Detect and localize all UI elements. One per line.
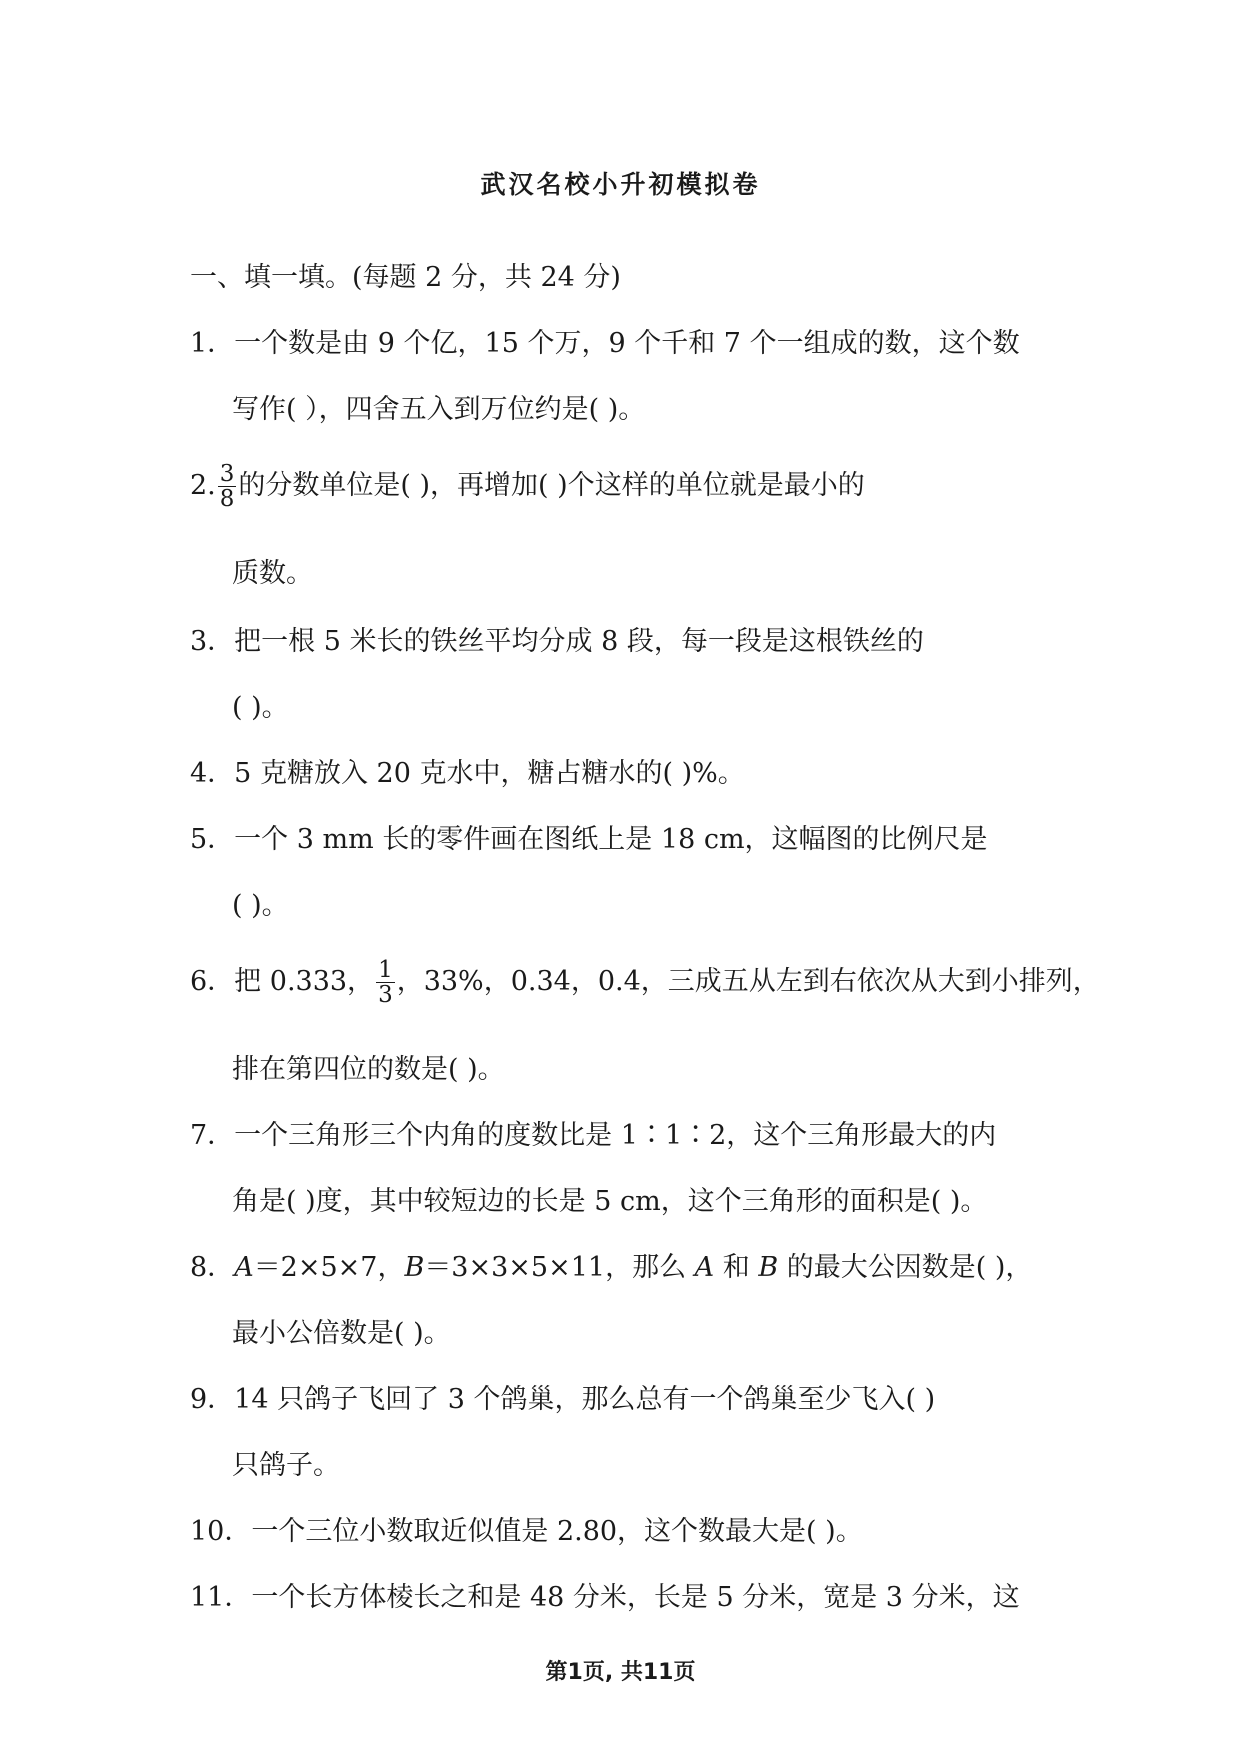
q6-pre: 6．把 0.333，: [190, 966, 375, 998]
page-footer: 第1页, 共11页: [545, 1660, 696, 1685]
fraction-denominator: 3: [378, 982, 393, 1009]
var-a-ref: A: [694, 1252, 715, 1283]
q8-line1: [190, 1254, 1032, 1281]
page-title: 武汉名校小升初模拟卷: [480, 170, 761, 199]
q2-line1: [190, 462, 865, 511]
q2-number: 2.: [190, 470, 216, 502]
var-b-ref: B: [758, 1252, 779, 1283]
q8-part2: ＝3×3×5×11，那么: [424, 1252, 695, 1283]
q3-line2: ( )。: [232, 692, 289, 723]
q5-line1: 5．一个 3 mm 长的零件画在图纸上是 18 cm，这幅图的比例尺是: [190, 824, 988, 855]
q7-line2: 角是( )度，其中较短边的长是 5 cm，这个三角形的面积是( )。: [232, 1186, 988, 1217]
q5-line2: ( )。: [232, 890, 289, 921]
q2-line2: 质数。: [232, 558, 313, 589]
q8-line2: 最小公倍数是( )。: [232, 1318, 451, 1349]
q9-line1: 9．14 只鸽子飞回了 3 个鸽巢，那么总有一个鸽巢至少飞入( ): [190, 1384, 936, 1415]
fraction-3-8: [218, 462, 237, 511]
q11-line1: 11．一个长方体棱长之和是 48 分米，长是 5 分米，宽是 3 分米，这: [190, 1582, 1020, 1613]
q1-line1: 1．一个数是由 9 个亿，15 个万，9 个千和 7 个一组成的数，这个数: [190, 328, 1020, 359]
q8-part1: ＝2×5×7，: [253, 1252, 405, 1283]
fraction-numerator: 3: [219, 461, 235, 487]
q8-number: 8．: [190, 1252, 235, 1283]
q10-line1: 10．一个三位小数取近似值是 2.80，这个数最大是( )。: [190, 1516, 863, 1547]
q6-line2: 排在第四位的数是( )。: [232, 1054, 505, 1085]
fraction-1-3: [376, 958, 395, 1007]
q4-line1: 4．5 克糖放入 20 克水中，糖占糖水的( )%。: [190, 758, 745, 789]
q1-line2: 写作( ），四舍五入到万位约是( )。: [232, 394, 646, 425]
q9-line2: 只鸽子。: [232, 1450, 340, 1481]
var-b: B: [404, 1252, 425, 1283]
fraction-denominator: 8: [219, 486, 235, 513]
q6-line1: [190, 958, 1100, 1007]
section-heading: 一、填一填。(每题 2 分，共 24 分): [190, 262, 621, 293]
fraction-numerator: 1: [378, 957, 393, 983]
q8-part4: 的最大公因数是( )，: [778, 1252, 1033, 1283]
q7-line1: 7．一个三角形三个内角的度数比是 1∶1∶2，这个三角形最大的内: [190, 1120, 997, 1151]
q3-line1: 3．把一根 5 米长的铁丝平均分成 8 段，每一段是这根铁丝的: [190, 626, 924, 657]
var-a: A: [234, 1252, 254, 1283]
q2-text: 的分数单位是( )，再增加( )个这样的单位就是最小的: [238, 470, 865, 502]
q6-text: ，33%，0.34，0.4，三成五从左到右依次从大到小排列，: [396, 966, 1100, 998]
q8-part3: 和: [714, 1252, 759, 1283]
